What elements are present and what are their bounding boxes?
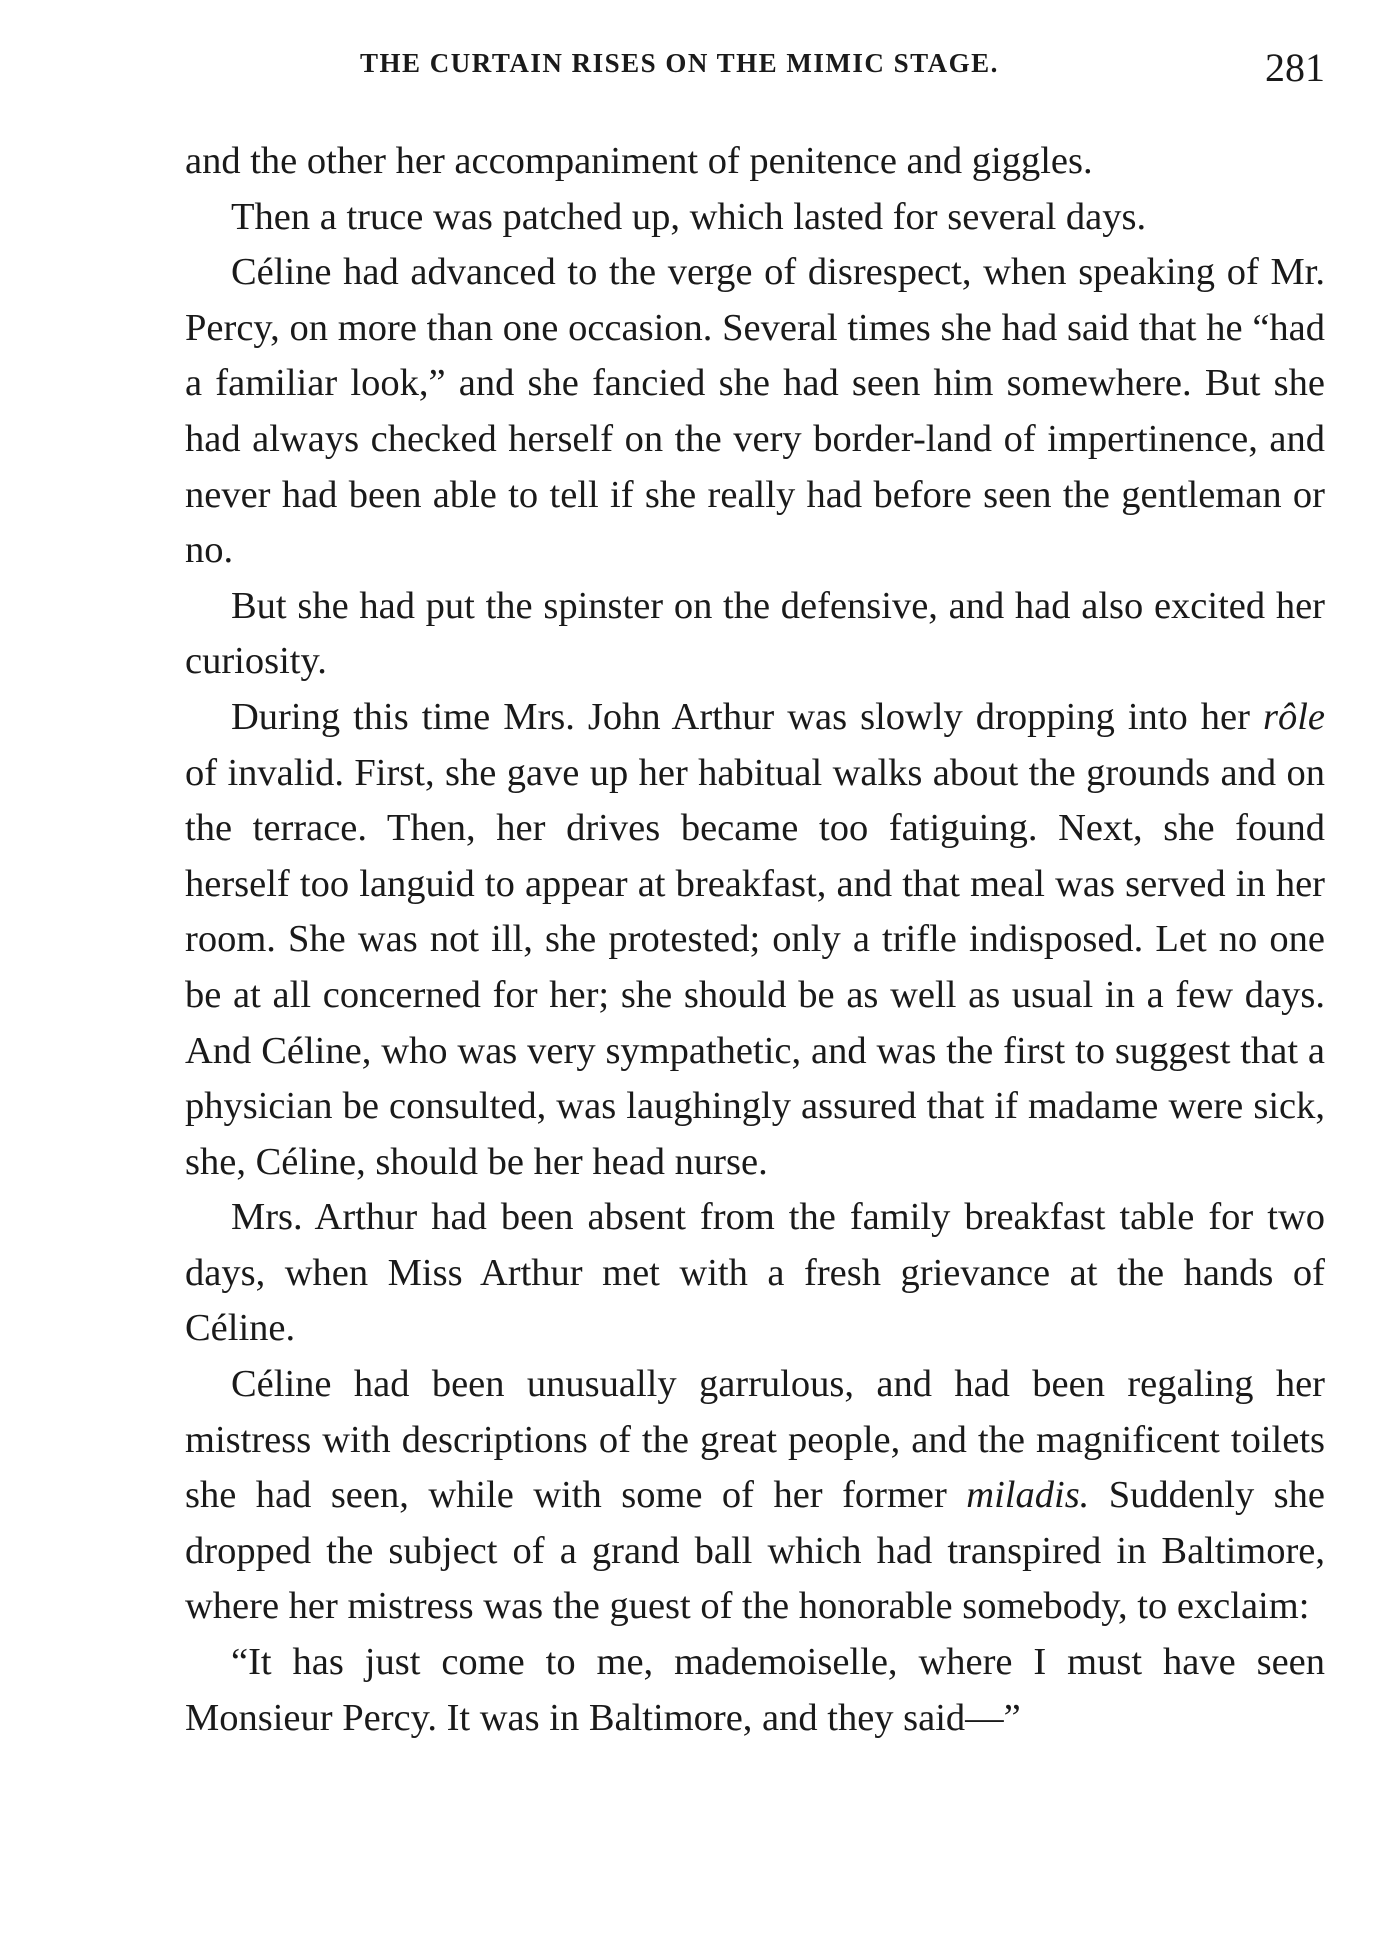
text-run: Céline had advanced to the verge of disrespect, when speaking of Mr. Percy, on more than one occasion. Several times she had said that he “had a familiar look,” and she fancied she had seen him somewhere. But she had always checked herself on the very border-land of impertinence, and never had been able to tell if she really had before seen the gentleman or no. (185, 251, 1325, 572)
italic-text-run: rôle (1262, 695, 1325, 738)
paragraph (185, 134, 1325, 190)
paragraph (185, 190, 1325, 246)
text-run: But she had put the spinster on the defensive, and had also excited her curiosity. (185, 584, 1325, 683)
paragraph (185, 1190, 1325, 1357)
page-number: 281 (1265, 45, 1325, 90)
running-title: THE CURTAIN RISES ON THE MIMIC STAGE. (360, 48, 999, 78)
text-run: Céline had been unusually garrulous, and had been regaling her mistress with descriptions of the great people, and the magnificent toilets she had seen, while with some of her former (185, 1363, 1325, 1517)
text-run: “It has just come to me, mademoiselle, where I must have seen Monsieur Percy. It was in Baltimore, and they said—” (185, 1641, 1325, 1739)
italic-text-run: miladis. (966, 1474, 1090, 1517)
paragraph (185, 690, 1325, 1190)
paragraph (185, 1357, 1325, 1635)
paragraph (185, 579, 1325, 690)
text-run: Mrs. Arthur had been absent from the family breakfast table for two days, when Miss Arthur met with a fresh grievance at the hands of Céline. (185, 1196, 1325, 1350)
paragraph (185, 245, 1325, 579)
text-run: Suddenly she dropped the subject of a grand ball which had transpired in Baltimore, where her mistress was the guest of the honorable somebody, to exclaim: (185, 1474, 1325, 1628)
paragraph (185, 1635, 1325, 1746)
text-run: During this time Mrs. John Arthur was slowly dropping into her (231, 695, 1263, 738)
running-head (185, 44, 1325, 94)
body-text (185, 134, 1325, 1746)
text-run: of invalid. First, she gave up her habitual walks about the grounds and on the terrace. Then, her drives became too fatiguing. Next, she found herself too languid to appear at breakfast, and that meal was served in her room. She was not ill, she protested; only a trifle indisposed. Let no one be at all concerned for her; she should be as well as usual in a few days. And Céline, who was very sympathetic, and was the first to suggest that a physician be consulted, was laughingly assured that if madame were sick, she, Céline, should be her head nurse. (185, 751, 1325, 1183)
text-run: and the other her accompaniment of penitence and giggles. (185, 140, 1093, 182)
text-run: Then a truce was patched up, which lasted for several days. (231, 195, 1147, 238)
